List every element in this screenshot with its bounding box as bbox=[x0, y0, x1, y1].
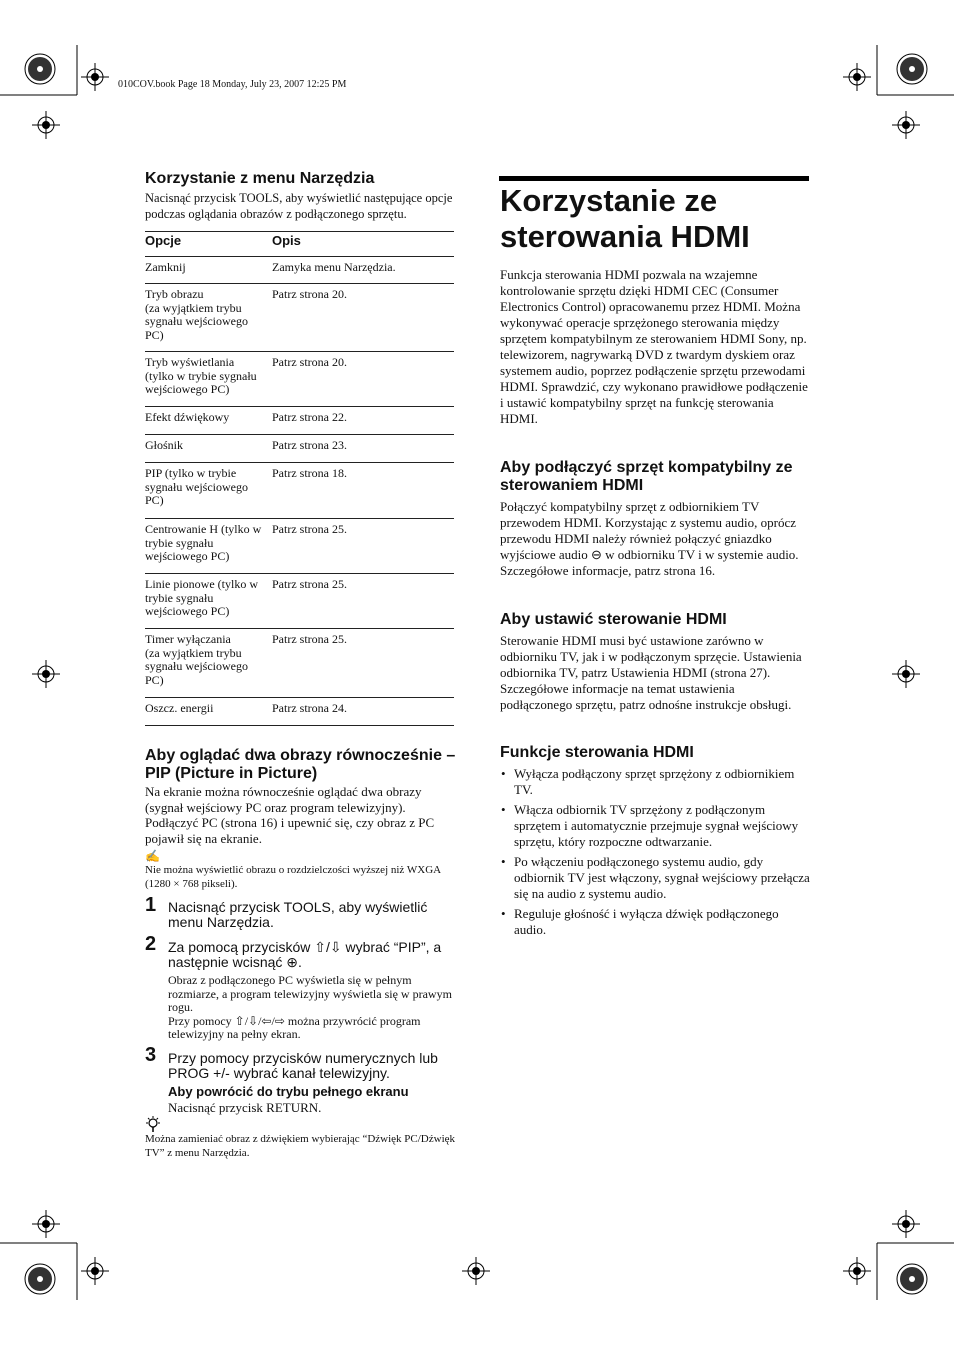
table-cell-description: Patrz strona 25. bbox=[272, 632, 347, 646]
step-number: 3 bbox=[145, 1044, 157, 1066]
table-cell-description: Patrz strona 18. bbox=[272, 466, 347, 480]
return-text: Nacisnąć przycisk RETURN. bbox=[168, 1100, 322, 1115]
tools-intro: Nacisnąć przycisk TOOLS, aby wyświetlić następujące opcje podczas oglądania obrazów z podłączonego sprzętu. bbox=[145, 191, 453, 221]
table-header-description: Opis bbox=[272, 233, 301, 248]
step-text: Nacisnąć przycisk TOOLS, aby wyświetlić menu Narzędzia. bbox=[168, 899, 428, 930]
table-row bbox=[145, 352, 454, 407]
tip-text: Można zamieniać obraz z dźwiękiem wybierając “Dźwięk PC/Dźwięk TV” z menu Narzędzia. bbox=[145, 1133, 456, 1159]
table-cell-description: Patrz strona 23. bbox=[272, 438, 347, 452]
table-cell-option: Oszcz. energii bbox=[145, 701, 214, 715]
table-row bbox=[145, 435, 454, 463]
table-cell-description: Zamyka menu Narzędzia. bbox=[272, 260, 396, 274]
list-item: • Wyłącza podłączony sprzęt sprzężony z odbiornikiem TV. bbox=[500, 766, 810, 798]
options-table bbox=[145, 231, 454, 726]
table-cell-option: Zamknij bbox=[145, 260, 186, 274]
connect-text: Połączyć kompatybilny sprzęt z odbiornikiem TV przewodem HDMI. Korzystając z systemu audio, oprócz przewodu HDMI należy również połączyć gniazdko wyjściowe audio ⊖ w odbiorniku TV i w systemie audio. Szczegółowe informacje, patrz strona 16. bbox=[500, 499, 799, 578]
table-cell-description: Patrz strona 25. bbox=[272, 577, 347, 591]
table-row bbox=[145, 519, 454, 574]
table-row bbox=[145, 574, 454, 629]
title-rule bbox=[499, 176, 809, 181]
table-row bbox=[145, 257, 454, 284]
pip-heading: Aby oglądać dwa obrazy równocześnie – PIP (Picture in Picture) bbox=[145, 747, 456, 782]
table-cell-description: Patrz strona 25. bbox=[272, 522, 347, 536]
note-text: Nie można wyświetlić obrazu o rozdzielczości wyższej niż WXGA (1280 × 768 pikseli). bbox=[145, 864, 441, 890]
connect-heading: Aby podłączyć sprzęt kompatybilny ze sterowaniem HDMI bbox=[500, 459, 793, 494]
hdmi-intro: Funkcja sterowania HDMI pozwala na wzajemne kontrolowanie sprzętu dzięki HDMI CEC (Consumer Electronics Control) opracowanemu przez HDMI. Można wykonywać operacje sprzężonego sterowania między sprzętem kompatybilnym ze sterowaniem HDMI Sony, np. telewizorem, nagrywarką DVD z twardym dyskiem oraz systemem audio, poprzez podłączenie sprzętu przewodami HDMI. Sprawdzić, czy wykonano prawidłowe podłączenie i ustawić kompatybilny sprzęt na funkcję sterowania HDMI. bbox=[500, 267, 808, 426]
table-cell-description: Patrz strona 22. bbox=[272, 410, 347, 424]
step-number: 1 bbox=[145, 894, 157, 916]
table-header-options: Opcje bbox=[145, 233, 182, 248]
table-cell-description: Patrz strona 20. bbox=[272, 287, 347, 301]
table-cell-option: Tryb wyświetlania (tylko w trybie sygnału wejściowego PC) bbox=[145, 355, 257, 396]
page-title: Korzystanie ze sterowania HDMI bbox=[500, 183, 750, 254]
return-heading: Aby powrócić do trybu pełnego ekranu bbox=[168, 1084, 409, 1099]
table-cell-option: PIP (tylko w trybie sygnału wejściowego PC) bbox=[145, 466, 248, 507]
table-cell-option: Głośnik bbox=[145, 438, 184, 452]
functions-heading: Funkcje sterowania HDMI bbox=[500, 744, 694, 761]
table-cell-description: Patrz strona 24. bbox=[272, 701, 347, 715]
pip-intro: Na ekranie można równocześnie oglądać dwa obrazy (sygnał wejściowy PC oraz program telewizyjny). Podłączyć PC (strona 16) i upewnić się, czy obraz z PC pojawił się na ekranie. bbox=[145, 784, 435, 846]
table-row bbox=[145, 407, 454, 435]
tip-icon bbox=[145, 1116, 161, 1134]
step-number: 2 bbox=[145, 933, 157, 955]
list-item: • Włącza odbiornik TV sprzężony z podłączonym sprzętem i automatycznie przejmuje sygnał wejściowy sprzętu, który rozpoczne odtwarzanie. bbox=[500, 802, 810, 850]
table-cell-option: Timer wyłączania (za wyjątkiem trybu sygnału wejściowego PC) bbox=[145, 632, 248, 687]
step-text: Przy pomocy przycisków numerycznych lub PROG +/- wybrać kanał telewizyjny. bbox=[168, 1050, 438, 1081]
table-cell-option: Centrowanie H (tylko w trybie sygnału wejściowego PC) bbox=[145, 522, 262, 563]
setup-heading: Aby ustawić sterowanie HDMI bbox=[500, 611, 727, 628]
table-row bbox=[145, 463, 454, 519]
table-row bbox=[145, 629, 454, 698]
note-icon: ✍ bbox=[145, 849, 160, 863]
table-header-row bbox=[145, 231, 454, 257]
step-text: Za pomocą przycisków ⇧/⇩ wybrać “PIP”, a następnie wcisnąć ⊕. bbox=[168, 939, 442, 970]
table-cell-option: Tryb obrazu (za wyjątkiem trybu sygnału wejściowego PC) bbox=[145, 287, 248, 342]
tools-heading: Korzystanie z menu Narzędzia bbox=[145, 170, 375, 187]
table-cell-description: Patrz strona 20. bbox=[272, 355, 347, 369]
list-item: • Po włączeniu podłączonego systemu audio, gdy odbiornik TV jest włączony, sygnał wejściowy przełącza się na audio z systemu audio. bbox=[500, 854, 810, 902]
step-detail: Obraz z podłączonego PC wyświetla się w pełnym rozmiarze, a program telewizyjny wyświetla się w prawym rogu. Przy pomocy ⇧/⇩/⇦/⇨ można przywrócić program telewizyjny na pełny ekran. bbox=[168, 973, 452, 1041]
list-item: • Reguluje głośność i wyłącza dźwięk podłączonego audio. bbox=[500, 906, 810, 938]
functions-list bbox=[500, 766, 810, 942]
table-row bbox=[145, 284, 454, 352]
table-cell-option: Linie pionowe (tylko w trybie sygnału wejściowego PC) bbox=[145, 577, 258, 618]
table-cell-option: Efekt dźwiękowy bbox=[145, 410, 230, 424]
table-row bbox=[145, 698, 454, 726]
print-header: 010COV.book Page 18 Monday, July 23, 2007 12:25 PM bbox=[118, 79, 347, 90]
setup-text: Sterowanie HDMI musi być ustawione zarówno w odbiorniku TV, jak i w podłączonym sprzęcie. Ustawienia odbiornika TV, patrz Ustawienia HDMI (strona 27). Szczegółowe informacje na temat ustawienia podłączonego sprzętu, patrz odnośne instrukcje obsługi. bbox=[500, 633, 802, 712]
